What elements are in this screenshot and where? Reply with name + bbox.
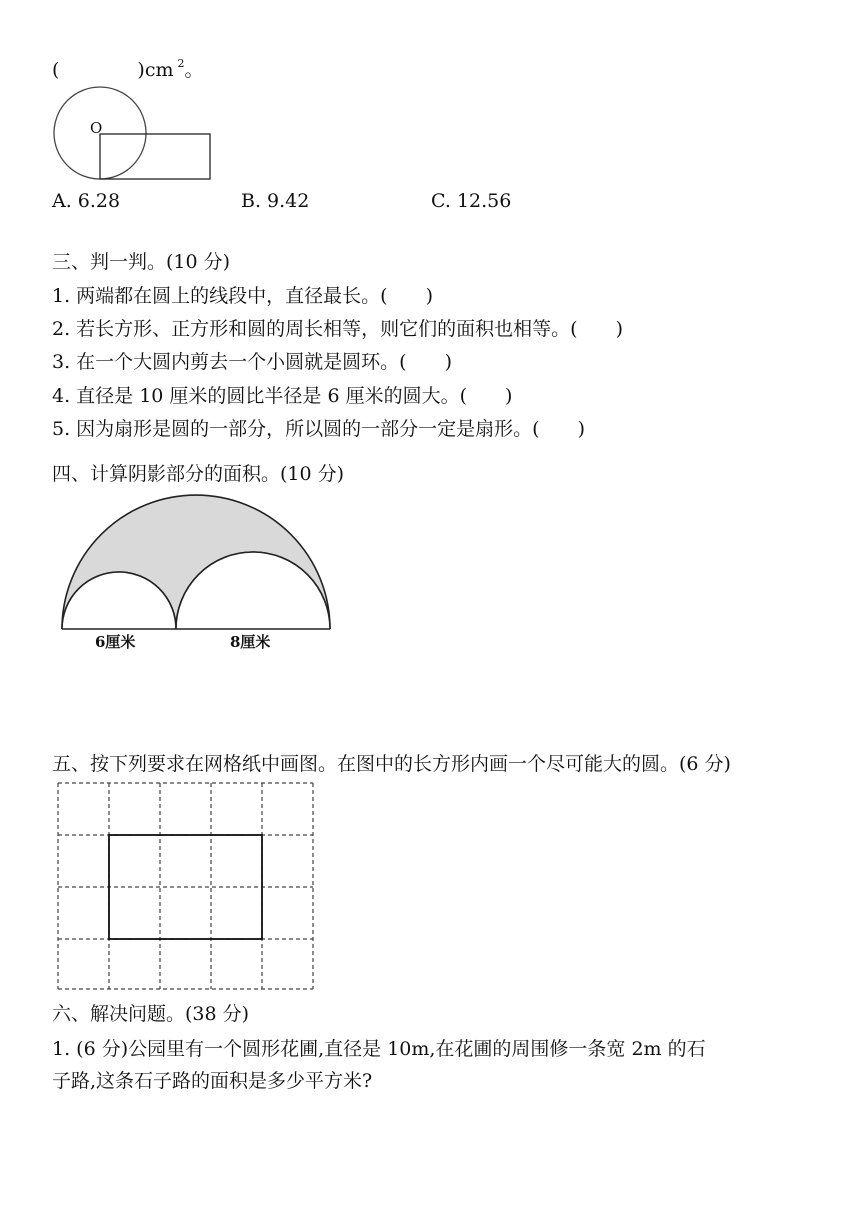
section3-item-3: 3. 在一个大圆内剪去一个小圆就是圆环。( ) xyxy=(52,351,452,373)
question-answer-blank xyxy=(52,55,204,82)
circle-rectangle-figure xyxy=(50,84,250,194)
section3-item-1: 1. 两端都在圆上的线段中，直径最长。( ) xyxy=(52,285,433,307)
section5-title: 五、按下列要求在网格纸中画图。在图中的长方形内画一个尽可能大的圆。(6 分) xyxy=(52,753,731,775)
section4-title: 四、计算阴影部分的面积。(10 分) xyxy=(52,463,345,485)
period: 。 xyxy=(184,59,204,81)
section6-q1-line1: 1. (6 分)公园里有一个圆形花圃,直径是 10m,在花圃的周围修一条宽 2m 的石 xyxy=(52,1038,706,1060)
section3-item-5: 5. 因为扇形是圆的一部分，所以圆的一部分一定是扇形。( ) xyxy=(52,418,585,440)
label-8cm: 8厘米 xyxy=(230,633,271,651)
section3-title: 三、判一判。(10 分) xyxy=(52,251,231,273)
grid-paper xyxy=(55,780,325,995)
section6-title: 六、解决问题。(38 分) xyxy=(52,1003,250,1025)
section3-item-2: 2. 若长方形、正方形和圆的周长相等，则它们的面积也相等。( ) xyxy=(52,318,623,340)
section6-q1-line2: 子路,这条石子路的面积是多少平方米? xyxy=(52,1070,373,1092)
rectangle xyxy=(100,134,210,179)
circle-center-label: O xyxy=(90,119,103,137)
section3-item-4: 4. 直径是 10 厘米的圆比半径是 6 厘米的圆大。( ) xyxy=(52,385,513,407)
paren-open: ( xyxy=(52,59,60,81)
option-a: A. 6.28 xyxy=(52,190,121,212)
shaded-semicircles-figure xyxy=(55,490,345,660)
unit-superscript: 2 xyxy=(177,57,185,70)
label-6cm: 6厘米 xyxy=(95,633,136,651)
option-b: B. 9.42 xyxy=(241,190,310,212)
option-c: C. 12.56 xyxy=(431,190,512,212)
unit-cm: )cm xyxy=(137,59,174,81)
